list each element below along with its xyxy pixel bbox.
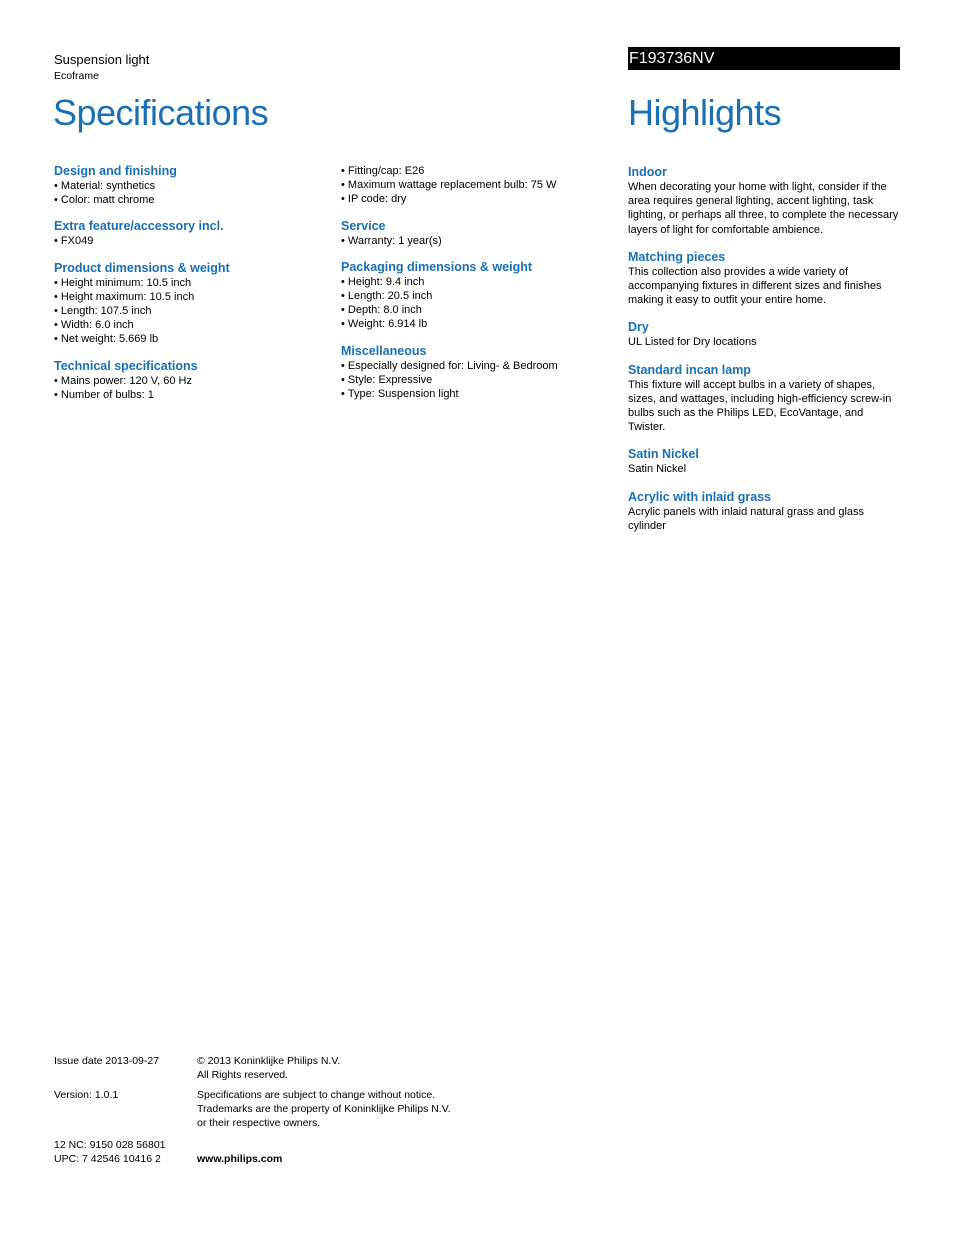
spec-item: • Color: matt chrome (54, 193, 324, 207)
highlight-heading: Acrylic with inlaid grass (628, 489, 772, 504)
spec-section (54, 261, 324, 347)
spec-item: • Number of bulbs: 1 (54, 388, 324, 402)
spec-section-heading: Service (341, 218, 386, 233)
spec-item: • Weight: 6.914 lb (341, 317, 611, 331)
spec-section (54, 359, 324, 402)
product-type: Suspension light (54, 52, 150, 67)
specs-column-a (54, 164, 324, 414)
highlights-title: Highlights (628, 92, 782, 133)
codes-block (54, 1138, 194, 1166)
notice-block (197, 1088, 497, 1130)
highlight-text: This collection also provides a wide variety of accompanying fixtures in different sizes and finishes making it easy to outfit your entire home. (628, 265, 882, 307)
highlight-heading: Matching pieces (628, 249, 726, 264)
highlight-text: When decorating your home with light, consider if the area requires general lighting, accent lighting, task lighting, or perhaps all three, to complete the necessary layers of light for comfortable ambience. (628, 181, 899, 236)
spec-section (341, 219, 611, 248)
spec-list (341, 234, 611, 248)
spec-item: • Type: Suspension light (341, 387, 611, 401)
highlight-item (628, 363, 903, 435)
spec-section-heading: Extra feature/accessory incl. (54, 219, 224, 234)
specs-column-b (341, 164, 611, 413)
spec-list (341, 164, 611, 207)
highlight-text: UL Listed for Dry locations (628, 336, 757, 349)
spec-item: • Style: Expressive (341, 373, 611, 387)
highlight-item (628, 320, 903, 349)
spec-section (341, 260, 611, 332)
highlight-item (628, 250, 903, 308)
highlight-heading: Satin Nickel (628, 447, 699, 462)
spec-list (54, 234, 324, 248)
spec-list (341, 359, 611, 402)
spec-section (54, 164, 324, 207)
spec-list (341, 275, 611, 332)
highlight-text: Acrylic panels with inlaid natural grass and glass cylinder (628, 505, 865, 532)
spec-item: • FX049 (54, 234, 324, 248)
spec-item: • Material: synthetics (54, 179, 324, 193)
copyright: © 2013 Koninklijke Philips N.V. (197, 1055, 341, 1067)
spec-item: • Mains power: 120 V, 60 Hz (54, 374, 324, 388)
spec-section-heading: Packaging dimensions & weight (341, 259, 533, 274)
model-number-bar (628, 47, 900, 70)
spec-item: • Length: 20.5 inch (341, 289, 611, 303)
highlight-heading: Standard incan lamp (628, 362, 751, 377)
copyright-block (197, 1054, 497, 1082)
spec-item: • Height: 9.4 inch (341, 275, 611, 289)
specifications-title: Specifications (53, 92, 269, 133)
version: Version: 1.0.1 (54, 1089, 119, 1101)
website-link[interactable]: www.philips.com (197, 1153, 283, 1165)
highlight-item (628, 165, 903, 237)
spec-item: • Depth: 8.0 inch (341, 303, 611, 317)
spec-item: • Warranty: 1 year(s) (341, 234, 611, 248)
spec-list (54, 374, 324, 402)
spec-section-heading: Technical specifications (54, 358, 198, 373)
spec-item: • Net weight: 5.669 lb (54, 332, 324, 346)
spec-item: • Width: 6.0 inch (54, 318, 324, 332)
spec-item: • IP code: dry (341, 192, 611, 206)
notice-line-2: Trademarks are the property of Koninklijke Philips N.V. (197, 1103, 451, 1115)
highlight-item (628, 490, 903, 533)
spec-item: • Height minimum: 10.5 inch (54, 276, 324, 290)
nc-code: 12 NC: 9150 028 56801 (54, 1139, 166, 1151)
spec-section-heading: Design and finishing (54, 164, 177, 178)
rights: All Rights reserved. (197, 1069, 289, 1081)
model-number: F193736NV (629, 50, 715, 67)
spec-item: • Length: 107.5 inch (54, 304, 324, 318)
spec-section (341, 344, 611, 402)
highlight-text: This fixture will accept bulbs in a variety of shapes, sizes, and wattages, including high-efficiency screw-in bulbs such as the Philips LED, EcoVantage, and Twister. (628, 378, 892, 434)
highlight-item (628, 447, 903, 476)
spec-item: • Especially designed for: Living- & Bedroom (341, 359, 611, 373)
notice-line-1: Specifications are subject to change without notice. (197, 1089, 436, 1101)
spec-item: • Fitting/cap: E26 (341, 164, 611, 178)
highlights-column (628, 165, 903, 546)
notice-line-3: or their respective owners. (197, 1117, 321, 1129)
spec-item: • Maximum wattage replacement bulb: 75 W (341, 178, 611, 192)
product-line: Ecoframe (54, 70, 99, 82)
highlight-text: Satin Nickel (628, 463, 687, 476)
issue-date: Issue date 2013-09-27 (54, 1055, 160, 1067)
spec-section-heading: Product dimensions & weight (54, 260, 230, 275)
highlight-heading: Indoor (628, 165, 667, 179)
highlight-heading: Dry (628, 320, 649, 335)
spec-list (54, 276, 324, 347)
spec-section (341, 164, 611, 207)
upc-code: UPC: 7 42546 10416 2 (54, 1153, 161, 1165)
spec-section (54, 219, 324, 248)
spec-item: • Height maximum: 10.5 inch (54, 290, 324, 304)
spec-list (54, 179, 324, 207)
spec-section-heading: Miscellaneous (341, 343, 427, 358)
